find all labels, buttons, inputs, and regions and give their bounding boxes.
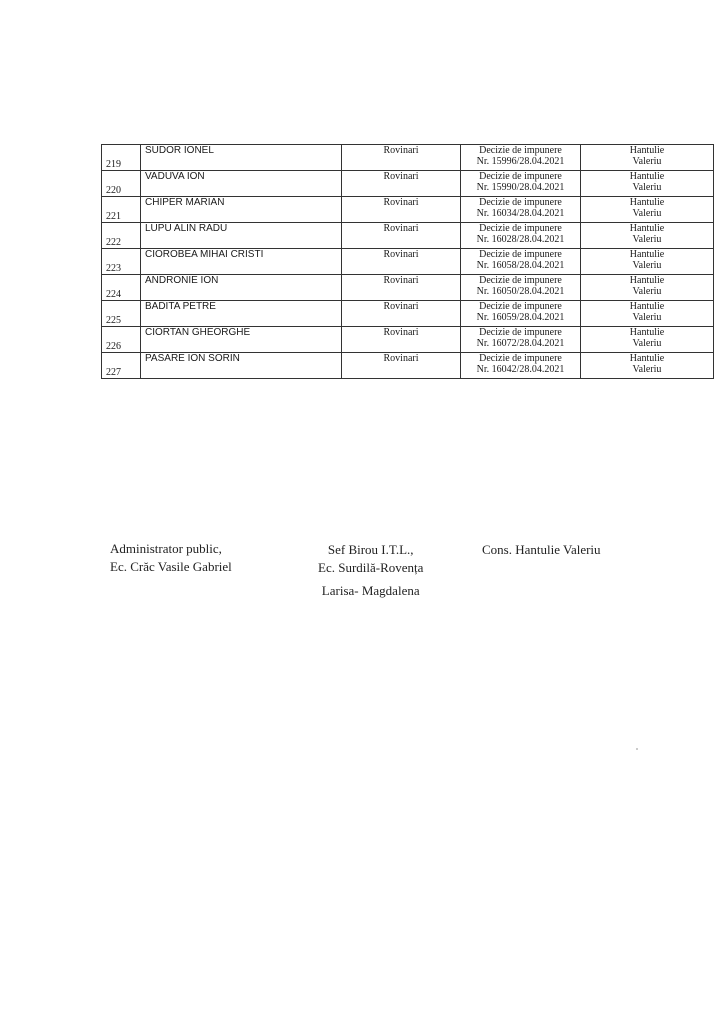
row-number: 223	[102, 249, 141, 275]
document-cell	[461, 327, 581, 353]
responsible-cell	[581, 353, 714, 379]
row-number: 221	[102, 197, 141, 223]
consilier-name: Cons. Hantulie Valeriu	[482, 542, 601, 557]
responsible-cell	[581, 301, 714, 327]
document-number: Nr. 16028/28.04.2021	[476, 234, 565, 245]
sef-birou-name-line2: Larisa- Magdalena	[321, 583, 420, 598]
responsible-firstname: Valeriu	[632, 260, 662, 271]
responsible-surname: Hantulie	[629, 353, 665, 364]
signature-sef-birou	[318, 541, 423, 600]
responsible-cell	[581, 197, 714, 223]
document-cell	[461, 353, 581, 379]
document-cell	[461, 171, 581, 197]
document-type: Decizie de impunere	[479, 197, 562, 208]
person-name: PASARE ION SORIN	[141, 353, 342, 379]
row-number: 226	[102, 327, 141, 353]
document-cell	[461, 197, 581, 223]
signature-consilier	[482, 541, 601, 559]
person-name: VADUVA ION	[141, 171, 342, 197]
document-cell	[461, 145, 581, 171]
registry-table	[101, 144, 714, 379]
table-row	[102, 275, 714, 301]
table-row	[102, 223, 714, 249]
scan-speck	[636, 748, 638, 750]
locality: Rovinari	[342, 197, 461, 223]
locality: Rovinari	[342, 249, 461, 275]
person-name: SUDOR IONEL	[141, 145, 342, 171]
table-row	[102, 353, 714, 379]
table-row	[102, 301, 714, 327]
document-type: Decizie de impunere	[479, 301, 562, 312]
responsible-surname: Hantulie	[629, 249, 665, 260]
document-type: Decizie de impunere	[479, 327, 562, 338]
person-name: BADITA PETRE	[141, 301, 342, 327]
responsible-surname: Hantulie	[629, 275, 665, 286]
document-number: Nr. 16059/28.04.2021	[476, 312, 565, 323]
responsible-firstname: Valeriu	[632, 156, 662, 167]
document-number: Nr. 16058/28.04.2021	[476, 260, 565, 271]
locality: Rovinari	[342, 171, 461, 197]
document-cell	[461, 223, 581, 249]
locality: Rovinari	[342, 275, 461, 301]
responsible-cell	[581, 275, 714, 301]
responsible-cell	[581, 249, 714, 275]
table-row	[102, 171, 714, 197]
responsible-firstname: Valeriu	[632, 286, 662, 297]
row-number: 225	[102, 301, 141, 327]
document-number: Nr. 16034/28.04.2021	[476, 208, 565, 219]
table-row	[102, 327, 714, 353]
row-number: 219	[102, 145, 141, 171]
document-number: Nr. 15996/28.04.2021	[476, 156, 565, 167]
responsible-firstname: Valeriu	[632, 312, 662, 323]
responsible-firstname: Valeriu	[632, 338, 662, 349]
person-name: CIOROBEA MIHAI CRISTI	[141, 249, 342, 275]
document-type: Decizie de impunere	[479, 171, 562, 182]
responsible-surname: Hantulie	[629, 197, 665, 208]
document-cell	[461, 301, 581, 327]
locality: Rovinari	[342, 145, 461, 171]
administrator-name: Ec. Crăc Vasile Gabriel	[110, 559, 232, 574]
document-type: Decizie de impunere	[479, 223, 562, 234]
responsible-surname: Hantulie	[629, 327, 665, 338]
responsible-surname: Hantulie	[629, 301, 665, 312]
sef-birou-title: Sef Birou I.T.L.,	[327, 542, 414, 557]
row-number: 227	[102, 353, 141, 379]
locality: Rovinari	[342, 327, 461, 353]
document-type: Decizie de impunere	[479, 353, 562, 364]
signature-administrator	[110, 540, 232, 576]
responsible-cell	[581, 327, 714, 353]
row-number: 220	[102, 171, 141, 197]
administrator-title: Administrator public,	[110, 541, 222, 556]
responsible-surname: Hantulie	[629, 223, 665, 234]
responsible-cell	[581, 145, 714, 171]
responsible-firstname: Valeriu	[632, 208, 662, 219]
table-row	[102, 145, 714, 171]
document-cell	[461, 275, 581, 301]
document-type: Decizie de impunere	[479, 275, 562, 286]
row-number: 224	[102, 275, 141, 301]
person-name: CHIPER MARIAN	[141, 197, 342, 223]
locality: Rovinari	[342, 353, 461, 379]
table-row	[102, 197, 714, 223]
document-cell	[461, 249, 581, 275]
person-name: CIORTAN GHEORGHE	[141, 327, 342, 353]
responsible-surname: Hantulie	[629, 171, 665, 182]
document-type: Decizie de impunere	[479, 145, 562, 156]
person-name: ANDRONIE ION	[141, 275, 342, 301]
responsible-surname: Hantulie	[629, 145, 665, 156]
sef-birou-name: Ec. Surdilă-Rovența	[318, 560, 424, 575]
row-number: 222	[102, 223, 141, 249]
registry-table-body	[102, 145, 714, 379]
document-number: Nr. 16072/28.04.2021	[476, 338, 565, 349]
person-name: LUPU ALIN RADU	[141, 223, 342, 249]
responsible-firstname: Valeriu	[632, 364, 662, 375]
locality: Rovinari	[342, 301, 461, 327]
table-row	[102, 249, 714, 275]
document-number: Nr. 15990/28.04.2021	[476, 182, 565, 193]
responsible-firstname: Valeriu	[632, 182, 662, 193]
document-number: Nr. 16042/28.04.2021	[476, 364, 565, 375]
locality: Rovinari	[342, 223, 461, 249]
document-number: Nr. 16050/28.04.2021	[476, 286, 565, 297]
responsible-cell	[581, 223, 714, 249]
responsible-cell	[581, 171, 714, 197]
responsible-firstname: Valeriu	[632, 234, 662, 245]
document-type: Decizie de impunere	[479, 249, 562, 260]
